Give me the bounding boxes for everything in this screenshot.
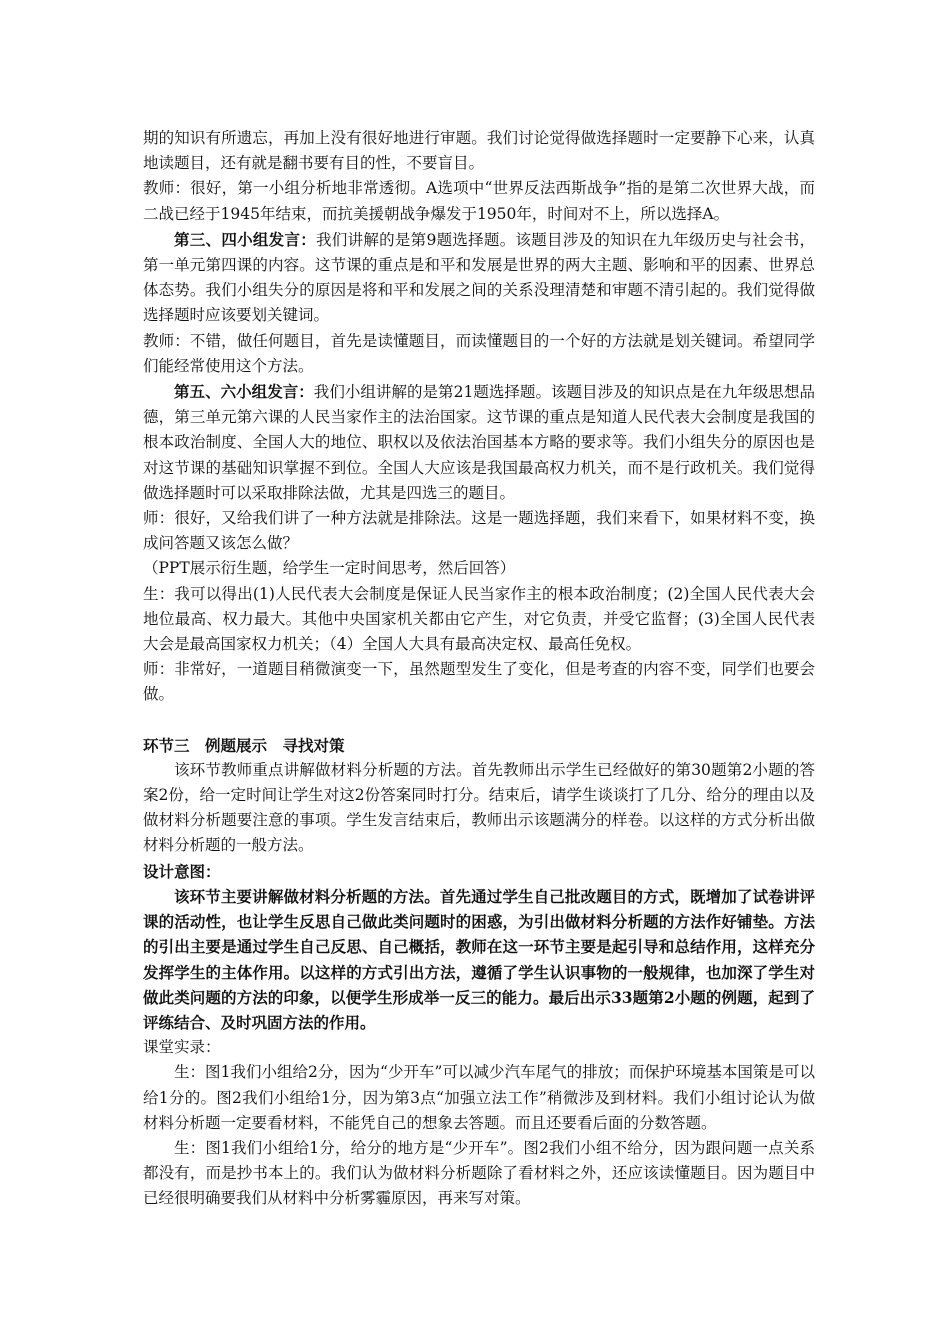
teacher-remark-2: 教师：不错，做任何题目，首先是读懂题目，而读懂题目的一个好的方法就是划关键词。希望同学们能经常使用这个方法。 [143, 331, 815, 375]
document-body [143, 126, 815, 1212]
student-speech-1: 生：图1我们小组给2分，因为“少开车”可以减少汽车尾气的排放；而保护环境基本国策是可以给1分的。图2我们小组给1分，因为第3点“加强立法工作”稍微涉及到材料。我们小组讨论认为做材料分析题一定要看材料，不能凭自己的想象去答题。而且还要看后面的分数答题。 [143, 1063, 815, 1132]
group-3-4-text: 我们讲解的是第9题选择题。该题目涉及的知识在九年级历史与社会书，第一单元第四课的内容。这节课的重点是和平和发展是世界的两大主题、影响和平的因素、世界总体态势。我们小组失分的原因是将和平和发展之间的关系没理清楚和审题不清引起的。我们觉得做选择题时应该要划关键词。 [143, 230, 815, 325]
group-3-4-speech [143, 227, 815, 329]
design-intent-text: 该环节主要讲解做材料分析题的方法。首先通过学生自己批改题目的方式，既增加了试卷讲评课的活动性，也让学生反思自己做此类问题时的困惑，为引出做材料分析题的方法作好铺垫。方法的引出主要是通过学生自己反思、自己概括，教师在这一环节主要是起引导和总结作用，这样充分发挥学生的主体作用。以这样的方式引出方法，遵循了学生认识事物的一般规律，也加深了学生对做此类问题的方法的印象，以便学生形成举一反三的能力。最后出示33题第2小题的例题，起到了评练结合、及时巩固方法的作用。 [143, 886, 815, 1032]
group-5-6-speech [143, 379, 815, 506]
spacer [143, 708, 815, 733]
paragraph-continuation: 期的知识有所遗忘，再加上没有很好地进行审题。我们讨论觉得做选择题时一定要静下心来，认真地读题目，还有就是翻书要有目的性，不要盲目。 [143, 129, 815, 173]
section-3-intro: 该环节教师重点讲解做材料分析题的方法。首先教师出示学生已经做好的第30题第2小题的答案2份，给一定时间让学生对这2份答案同时打分。结束后，请学生谈谈打了几分、给分的理由以及做材料分析题要注意的事项。学生发言结束后，教师出示该题满分的样卷。以这样的方式分析出做材料分析题的一般方法。 [143, 760, 815, 855]
teacher-remark-3: 师：很好，又给我们讲了一种方法就是排除法。这是一题选择题，我们来看下，如果材料不变，换成问答题又该怎么做？ [143, 509, 815, 553]
classroom-record-heading: 课堂实录： [143, 1038, 221, 1057]
group-5-6-label: 第五、六小组发言： [174, 382, 314, 402]
student-answer: 生：我可以得出(1)人民代表大会制度是保证人民当家作主的根本政治制度；(2)全国人民代表大会地位最高、权力最大。其他中央国家机关都由它产生，对它负责，并受它监督；(3)全国人民代表大会是最高国家权力机关；（4）全国人大具有最高决定权、最高任免权。 [143, 584, 815, 654]
group-5-6-text: 我们小组讲解的是第21题选择题。该题目涉及的知识点是在九年级思想品德，第三单元第六课的人民当家作主的法治国家。这节课的重点是知道人民代表大会制度是我国的根本政治制度、全国人大的地位、职权以及依法治国基本方略的要求等。我们小组失分的原因也是对这节课的基础知识掌握不到位。全国人大应该是我国最高权力机关，而不是行政机关。我们觉得做选择题时可以采取排除法做，尤其是四选三的题目。 [143, 383, 815, 502]
ppt-note: （PPT展示衍生题，给学生一定时间思考，然后回答） [143, 559, 516, 578]
group-3-4-label: 第三、四小组发言： [174, 229, 317, 249]
teacher-remark-4: 师：非常好，一道题目稍微演变一下，虽然题型发生了变化，但是考查的内容不变，同学们也要会做。 [143, 660, 815, 704]
teacher-remark-1: 教师：很好，第一小组分析地非常透彻。A选项中“世界反法西斯战争”指的是第二次世界大战，而二战已经于1945年结束，而抗美援朝战争爆发于1950年，时间对不上，所以选择A。 [143, 179, 815, 223]
design-intent-heading: 设计意图： [143, 861, 221, 881]
student-speech-2: 生：图1我们小组给1分，给分的地方是“少开车”。图2我们小组不给分，因为跟问题一点关系都没有，而是抄书本上的。我们认为做材料分析题除了看材料之外，还应该读懂题目。因为题目中已经很明确要我们从材料中分析雾霾原因，再来写对策。 [143, 1138, 815, 1208]
section-heading-3: 环节三 例题展示 寻找对策 [143, 735, 345, 755]
